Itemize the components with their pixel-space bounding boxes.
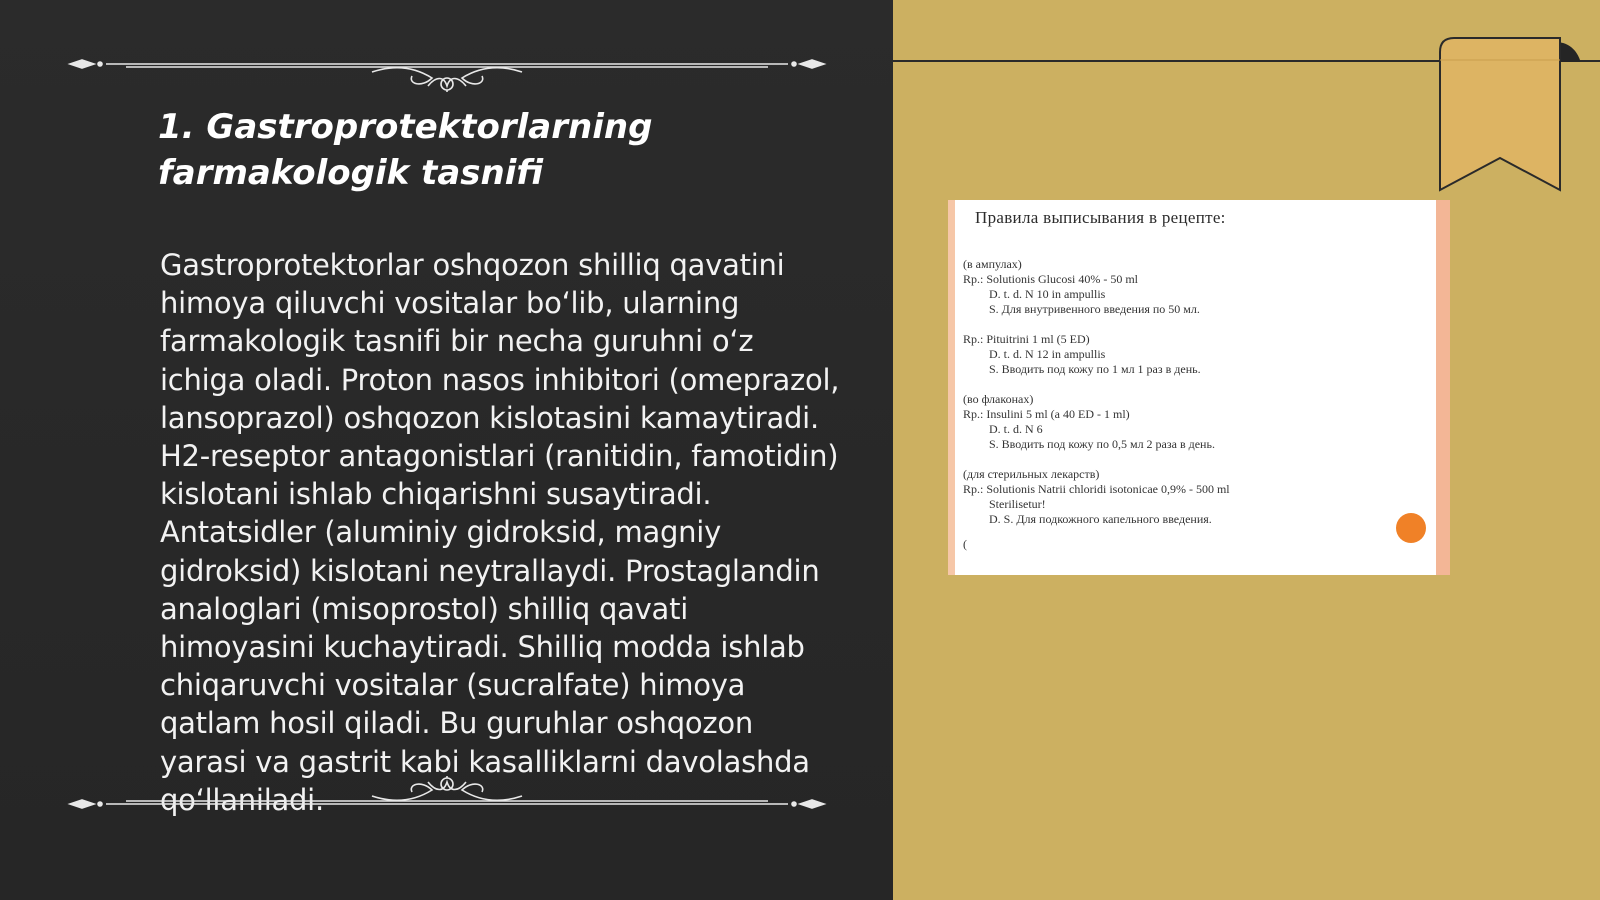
prescription-line: S. Вводить под кожу по 1 мл 1 раз в день. xyxy=(989,362,1201,376)
prescription-line: Sterilisetur! xyxy=(989,497,1046,511)
prescription-line: (в ампулах) xyxy=(963,257,1022,271)
prescription-line: D. t. d. N 10 in ampullis xyxy=(989,287,1106,301)
prescription-line: Rp.: Pituitrini 1 ml (5 ED) xyxy=(963,332,1090,346)
prescription-line: D. t. d. N 6 xyxy=(989,422,1043,436)
prescription-line: S. Вводить под кожу по 0,5 мл 2 раза в день. xyxy=(989,437,1215,451)
slide-body-text: Gastroprotektorlar oshqozon shilliq qavatini himoya qiluvchi vositalar bo‘lib, ularning farmakologik tasnifi bir necha guruhni o‘z ichiga oladi. Proton nasos inhibitori (omeprazol, lansoprazol) oshqozon kislotasini kamaytiradi. H2-reseptor antagonistlari (ranitidin, famotidin) kislotani ishlab chiqarishni susaytiradi. Antatsidler (aluminiy gidroksid, magniy gidroksid) kislotani neytrallaydi. Prostaglandin analoglari (misoprostol) shilliq qavati himoyasini kuchaytiradi. Shilliq modda ishlab chiqaruvchi vositalar (sucralfate) himoya qatlam hosil qiladi. Bu guruhlar oshqozon yarasi va gastrit kabi kasalliklarni davolashda qo‘llaniladi. xyxy=(160,248,840,817)
slide-title: 1. Gastroprotektorlarning farmakologik tasnifi xyxy=(158,107,653,193)
prescription-line: (для стерильных лекарств) xyxy=(963,467,1100,481)
bookmark-icon xyxy=(1430,32,1600,202)
prescription-line: Rp.: Insulini 5 ml (a 40 ED - 1 ml) xyxy=(963,407,1130,421)
prescription-rules-image xyxy=(948,200,1450,575)
prescription-line: ( xyxy=(963,537,967,551)
top-ornament-icon xyxy=(66,42,828,92)
prescription-line: Rp.: Solutionis Glucosi 40% - 50 ml xyxy=(963,272,1139,286)
prescription-line: D. S. Для подкожного капельного введения. xyxy=(989,512,1212,526)
prescription-line: (во флаконах) xyxy=(963,392,1034,406)
prescription-line: Rp.: Solutionis Natrii chloridi isotonicae 0,9% - 500 ml xyxy=(963,482,1230,496)
bottom-ornament-icon xyxy=(66,776,828,826)
prescription-line: D. t. d. N 12 in ampullis xyxy=(989,347,1106,361)
prescription-line: S. Для внутривенного введения по 50 мл. xyxy=(989,302,1200,316)
orange-dot-marker xyxy=(1396,513,1426,543)
prescription-title: Правила выписывания в рецепте: xyxy=(975,208,1226,227)
